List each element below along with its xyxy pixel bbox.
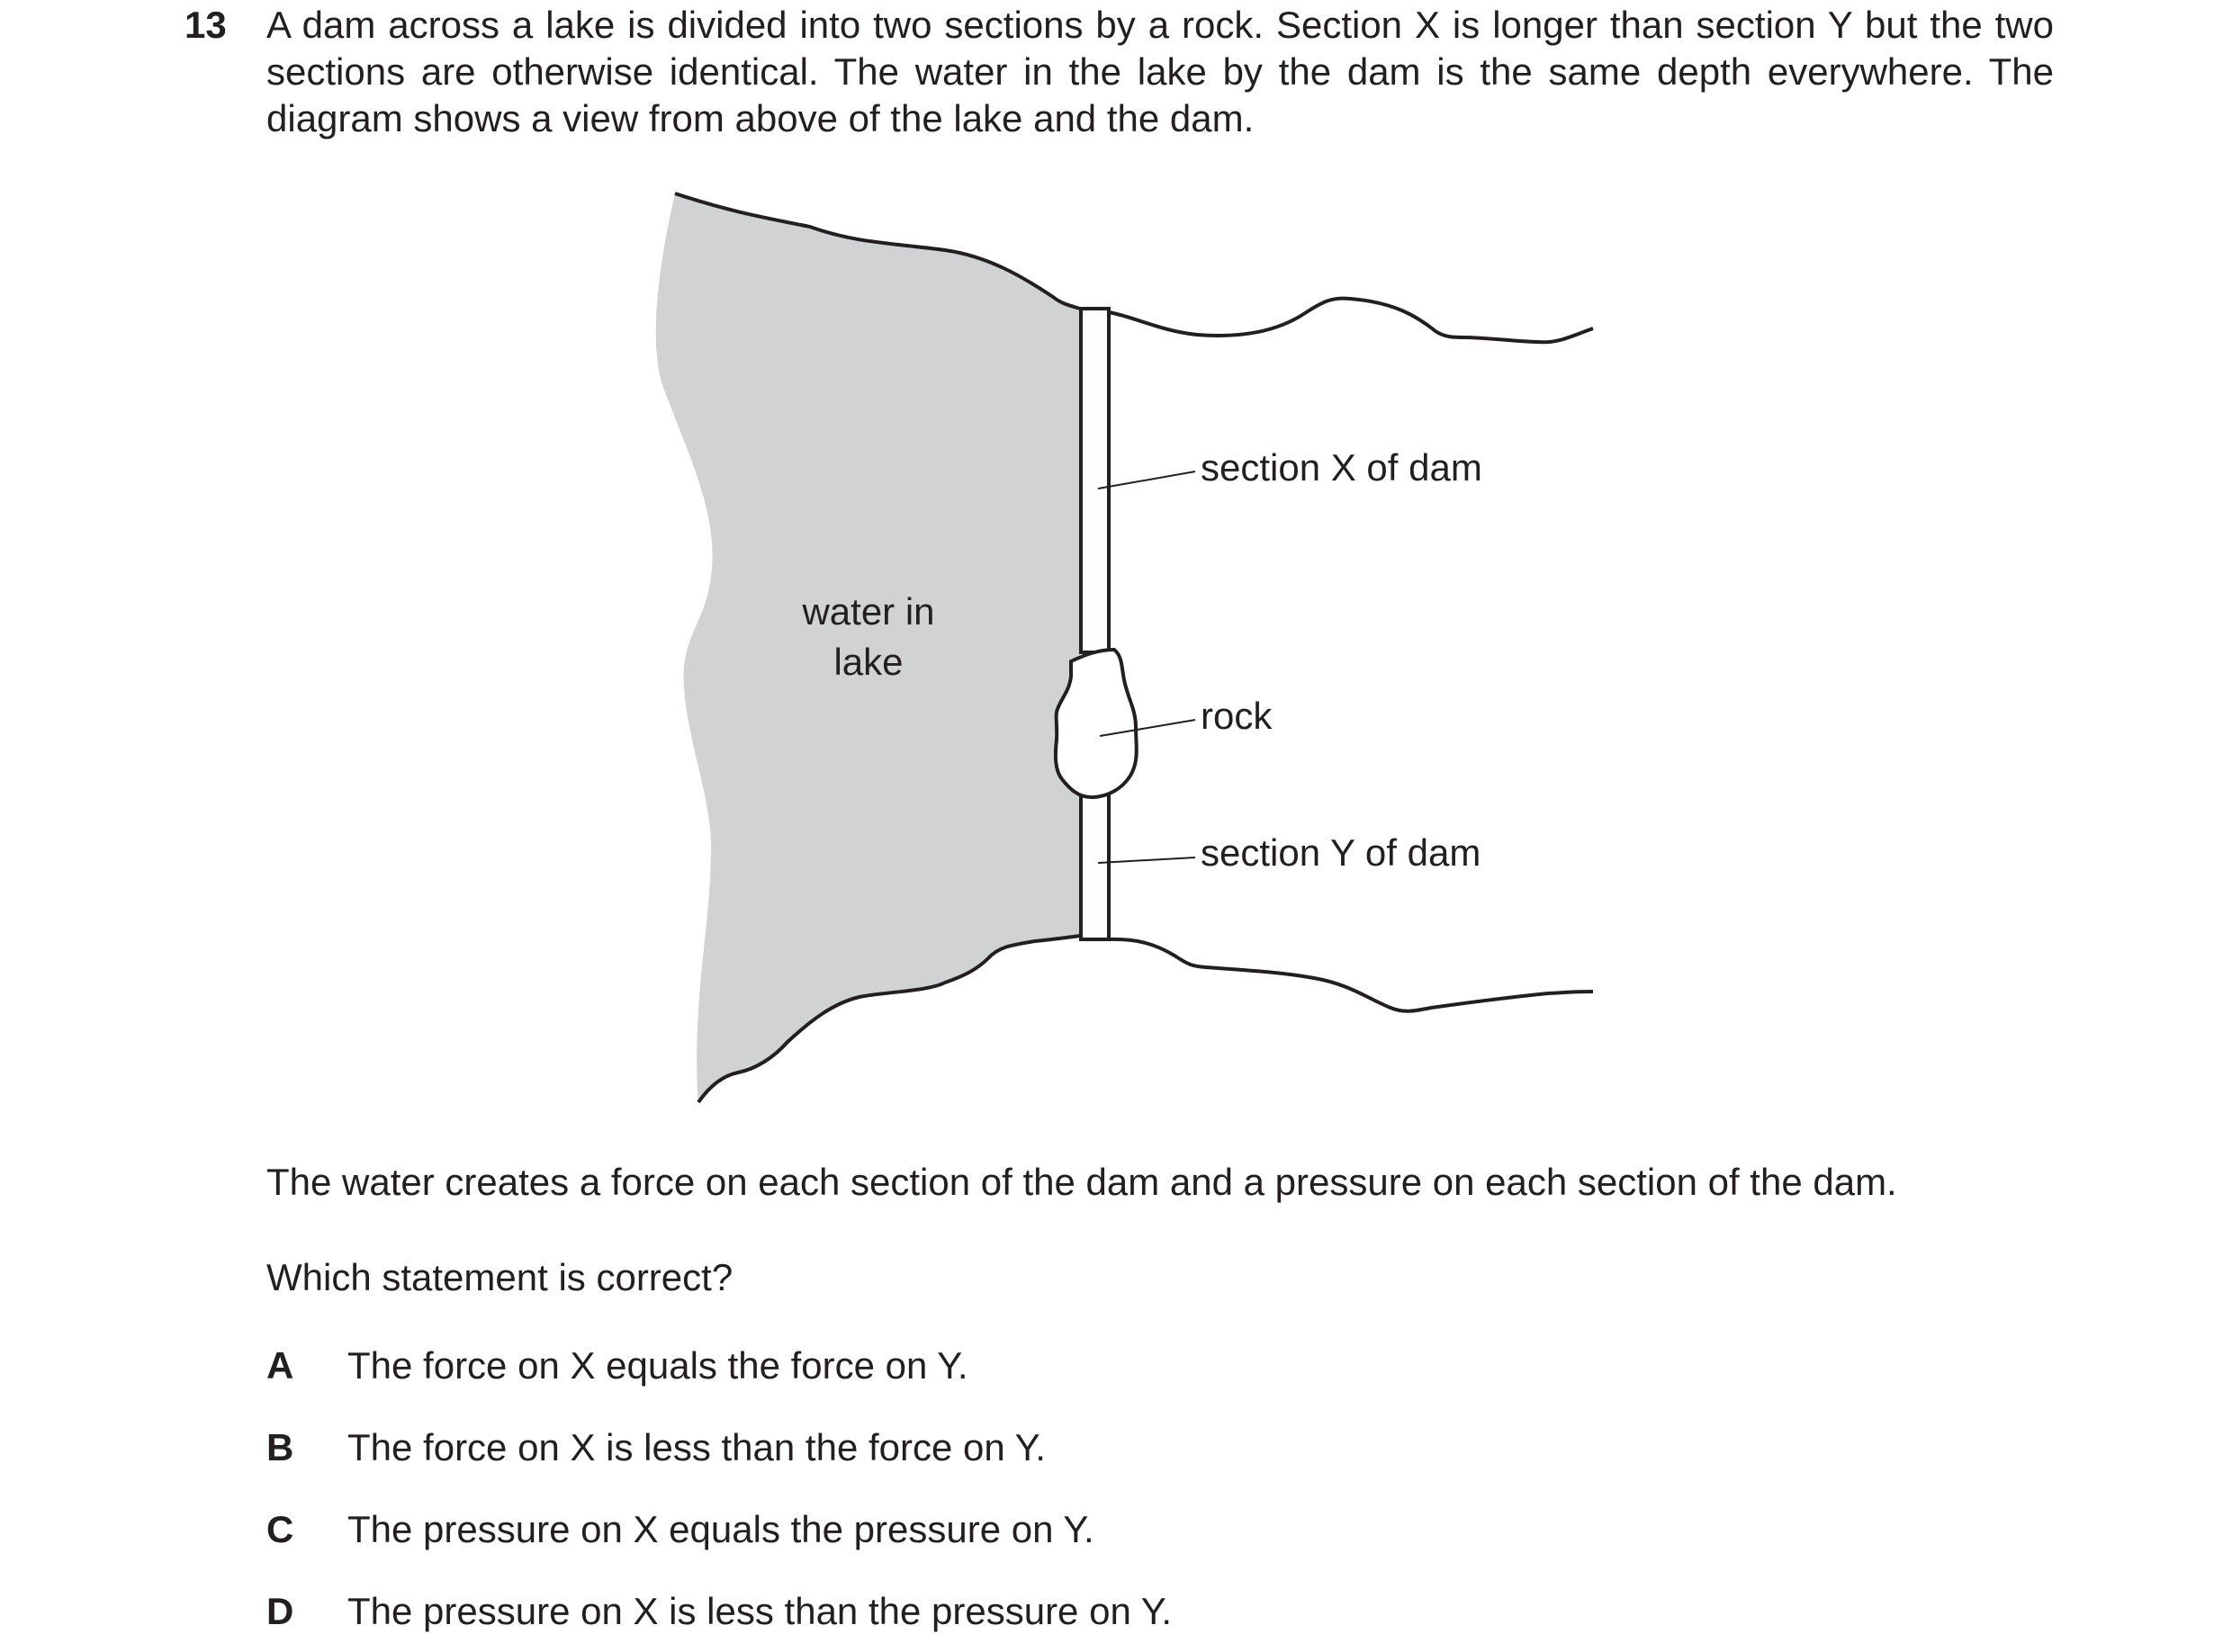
option-c-letter: C <box>266 1508 294 1550</box>
water-label-line-2: lake <box>833 641 904 683</box>
option-c[interactable] <box>266 1506 1094 1553</box>
option-d-letter: D <box>266 1590 294 1632</box>
option-c-text: The pressure on X equals the pressure on Y. <box>347 1508 1094 1550</box>
option-d[interactable] <box>266 1588 1172 1635</box>
option-b[interactable] <box>266 1424 1046 1471</box>
option-a-letter: A <box>266 1344 294 1387</box>
question-prompt: Which statement is correct? <box>266 1256 734 1298</box>
section-y-label: section Y of dam <box>1201 831 1481 874</box>
upper-right-shoreline <box>1109 299 1593 343</box>
question-number: 13 <box>184 4 227 46</box>
water-label-line-1: water in <box>802 590 935 633</box>
water-in-lake-label <box>765 587 972 687</box>
option-a-text: The force on X equals the force on Y. <box>347 1344 968 1387</box>
leader-line-section-y <box>1098 857 1195 863</box>
lower-right-shoreline <box>1109 939 1593 1011</box>
dam-section-y <box>1081 783 1109 939</box>
option-b-letter: B <box>266 1426 294 1468</box>
force-pressure-paragraph: The water creates a force on each section of the dam and a pressure on each section of the dam. <box>266 1161 1897 1203</box>
dam-section-x <box>1081 309 1109 652</box>
section-x-label: section X of dam <box>1201 446 1482 489</box>
question-stem: A dam across a lake is divided into two sections by a rock. Section X is longer than section Y but the two sections are otherwise identical. The water in the lake by the dam is the same depth everywhere. The diagram shows a view from above of the lake and the dam. <box>266 4 2054 139</box>
leader-line-section-x <box>1098 471 1195 489</box>
option-d-text: The pressure on X is less than the pressure on Y. <box>347 1590 1172 1632</box>
option-b-text: The force on X is less than the force on Y. <box>347 1426 1046 1468</box>
option-a[interactable] <box>266 1342 968 1389</box>
rock-label: rock <box>1201 695 1273 737</box>
